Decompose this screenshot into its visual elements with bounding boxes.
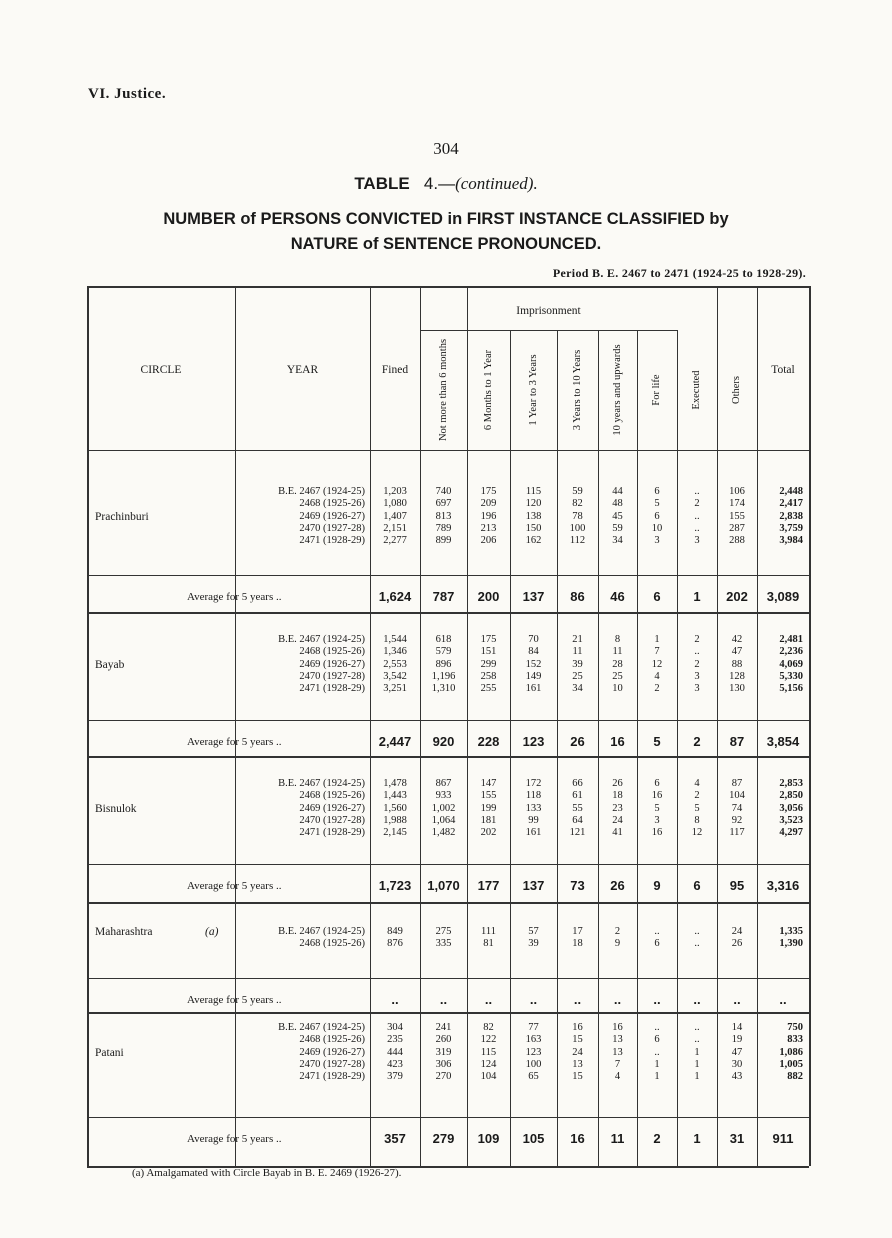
others-values: 14 19 47 30 43 (731, 1022, 743, 1083)
column-header-imp-3: 3 Years to 10 Years (571, 349, 583, 431)
average-value: 920 (432, 734, 455, 749)
column-header-total: Total (771, 364, 795, 376)
executed-values: 4 2 5 8 12 (691, 778, 703, 839)
executed-values: 2 .. 2 3 3 (694, 634, 700, 695)
column-rule (235, 286, 236, 1166)
average-value: 2 (693, 734, 701, 749)
imprisonment-values-1: 175 151 299 258 255 (480, 634, 497, 695)
average-rule-top (87, 864, 809, 865)
fined-values: 1,203 1,080 1,407 2,151 2,277 (383, 486, 407, 547)
column-header-imp-0: Not more than 6 months (437, 338, 449, 442)
year-list: B.E. 2467 (1924-25) 2468 (1925-26) 2469 (1926-27) 2470 (1927-28) 2471 (1928-29) (278, 1022, 365, 1083)
column-header-imp-1: 6 Months to 1 Year (482, 349, 494, 431)
header-rule (87, 450, 809, 451)
average-rule-top (87, 978, 809, 979)
circle-name: Bayab (95, 658, 125, 671)
group-rule (87, 756, 809, 758)
average-value: 11 (610, 1131, 625, 1146)
average-value: 357 (384, 1131, 406, 1146)
average-value: .. (779, 992, 787, 1007)
average-label: Average for 5 years .. (187, 880, 282, 892)
column-rule (809, 286, 811, 1166)
average-value: 9 (653, 878, 661, 893)
average-label: Average for 5 years .. (187, 736, 282, 748)
imprisonment-values-4: 16 13 13 7 4 (612, 1022, 623, 1083)
column-header-year: YEAR (286, 364, 319, 376)
others-values: 42 47 88 128 130 (729, 634, 745, 695)
year-list: B.E. 2467 (1924-25) 2468 (1925-26) 2469 (1926-27) 2470 (1927-28) 2471 (1928-29) (278, 778, 365, 839)
average-value: 3,316 (766, 878, 800, 893)
average-value: .. (693, 992, 701, 1007)
executed-values: .. .. 1 1 1 (694, 1022, 700, 1083)
heading-line-1: NUMBER of PERSONS CONVICTED in FIRST INSTANCE CLASSIFIED by (163, 210, 729, 228)
average-value: 105 (522, 1131, 545, 1146)
average-value: 95 (729, 878, 745, 893)
imprisonment-values-0: 740 697 813 789 899 (435, 486, 452, 547)
circle-name: Bisnulok (95, 802, 137, 815)
imprisonment-values-5: 1 7 12 4 2 (651, 634, 663, 695)
section-heading: VI. Justice. (88, 86, 167, 102)
average-value: 31 (729, 1131, 745, 1146)
average-value: 86 (570, 589, 585, 604)
average-value: 87 (729, 734, 745, 749)
average-value: .. (391, 992, 399, 1007)
average-value: .. (613, 992, 622, 1007)
heading-line-2: NATURE of SENTENCE PRONOUNCED. (290, 235, 602, 253)
average-rule-top (87, 575, 809, 576)
average-value: 1,723 (378, 878, 412, 893)
footnote: (a) Amalgamated with Circle Bayab in B. E. 2469 (1926-27). (132, 1167, 402, 1179)
column-header-circle: CIRCLE (140, 364, 182, 376)
column-header-fined: Fined (381, 364, 409, 376)
table-continued: (continued). (455, 174, 538, 193)
imprisonment-values-2: 70 84 152 149 161 (525, 634, 542, 695)
average-value: 137 (522, 878, 545, 893)
average-value: .. (653, 992, 661, 1007)
average-value: 1 (693, 1131, 701, 1146)
average-value: 911 (772, 1131, 794, 1146)
average-value: 123 (522, 734, 545, 749)
imprisonment-values-2: 172 118 133 99 161 (525, 778, 542, 839)
year-list: B.E. 2467 (1924-25) 2468 (1925-26) 2469 (1926-27) 2470 (1927-28) 2471 (1928-29) (278, 486, 365, 547)
circle-name: Patani (95, 1046, 124, 1059)
average-value: .. (733, 992, 741, 1007)
convictions-table (87, 286, 809, 1166)
imprisonment-values-2: 77 163 123 100 65 (525, 1022, 542, 1083)
page-number: 304 (433, 139, 459, 158)
column-header-imp-2: 1 Year to 3 Years (527, 354, 539, 426)
column-rule (87, 286, 89, 1166)
average-value: 228 (477, 734, 500, 749)
group-rule (87, 1012, 809, 1014)
average-value: .. (484, 992, 493, 1007)
average-value: 26 (570, 734, 585, 749)
imprisonment-values-1: 175 209 196 213 206 (480, 486, 497, 547)
fined-values: 1,544 1,346 2,553 3,542 3,251 (383, 634, 407, 695)
circle-name: Prachinburi (95, 510, 149, 523)
total-values: 2,853 2,850 3,056 3,523 4,297 (779, 778, 803, 839)
imprisonment-values-3: 16 15 24 13 15 (572, 1022, 583, 1083)
imprisonment-values-1: 82 122 115 124 104 (480, 1022, 497, 1083)
executed-values: .. .. (694, 926, 700, 950)
average-value: 787 (432, 589, 455, 604)
average-value: 6 (653, 589, 661, 604)
column-header-executed: Executed (691, 370, 702, 410)
others-values: 87 104 74 92 117 (729, 778, 745, 839)
table-label: TABLE (354, 174, 410, 193)
year-list: B.E. 2467 (1924-25) 2468 (1925-26) 2469 (1926-27) 2470 (1927-28) 2471 (1928-29) (278, 634, 365, 695)
table-top-rule (87, 286, 809, 288)
column-header-imprisonment: Imprisonment (516, 305, 581, 317)
average-rule-top (87, 1117, 809, 1118)
imprisonment-values-1: 147 155 199 181 202 (480, 778, 497, 839)
table-title (0, 174, 892, 194)
average-value: 3,854 (766, 734, 800, 749)
imprisonment-values-4: 8 11 28 25 10 (612, 634, 623, 695)
average-value: .. (529, 992, 538, 1007)
average-value: 202 (726, 589, 748, 604)
average-value: 5 (653, 734, 661, 749)
total-values: 2,448 2,417 2,838 3,759 3,984 (779, 486, 803, 547)
average-label: Average for 5 years .. (187, 1133, 282, 1145)
imprisonment-values-1: 111 81 (481, 926, 496, 950)
imprisonment-values-0: 618 579 896 1,196 1,310 (431, 634, 456, 695)
average-value: 46 (610, 589, 625, 604)
imprisonment-values-5: 6 16 5 3 16 (651, 778, 663, 839)
imprisonment-values-4: 44 48 45 59 34 (612, 486, 623, 547)
average-value: 137 (522, 589, 545, 604)
group-rule (87, 902, 809, 904)
executed-values: .. 2 .. .. 3 (694, 486, 700, 547)
others-values: 24 26 (731, 926, 743, 950)
imprisonment-values-3: 21 11 39 25 34 (572, 634, 583, 695)
average-value: .. (573, 992, 582, 1007)
fined-values: 1,478 1,443 1,560 1,988 2,145 (383, 778, 407, 839)
total-values: 750 833 1,086 1,005 882 (779, 1022, 803, 1083)
imprisonment-values-5: 6 5 6 10 3 (651, 486, 663, 547)
average-label: Average for 5 years .. (187, 994, 282, 1006)
total-values: 2,481 2,236 4,069 5,330 5,156 (779, 634, 803, 695)
average-value: 26 (610, 878, 625, 893)
column-header-imp-4: 10 years and upwards (611, 344, 623, 436)
imprisonment-values-5: .. 6 (654, 926, 660, 950)
average-value: 1,624 (378, 589, 412, 604)
column-header-others: Others (731, 376, 742, 404)
average-value: 279 (432, 1131, 455, 1146)
average-value: 177 (477, 878, 500, 893)
group-rule (87, 612, 809, 614)
year-list: B.E. 2467 (1924-25) 2468 (1925-26) (278, 926, 365, 950)
imprisonment-values-2: 57 39 (528, 926, 539, 950)
average-rule-top (87, 720, 809, 721)
imprisonment-values-0: 867 933 1,002 1,064 1,482 (431, 778, 456, 839)
imprisonment-values-0: 275 335 (435, 926, 452, 950)
footnote-mark: (a) (205, 926, 219, 938)
imprisonment-values-2: 115 120 138 150 162 (525, 486, 542, 547)
period-line: Period B. E. 2467 to 2471 (1924-25 to 1928-29). (552, 266, 806, 280)
average-value: 6 (693, 878, 701, 893)
imprisonment-values-3: 66 61 55 64 121 (569, 778, 586, 839)
others-values: 106 174 155 287 288 (729, 486, 745, 547)
imprisonment-values-4: 2 9 (614, 926, 621, 950)
imprisonment-rule (420, 330, 677, 331)
average-value: 109 (477, 1131, 500, 1146)
imprisonment-values-5: .. 6 .. 1 1 (654, 1022, 660, 1083)
average-value: 200 (477, 589, 500, 604)
circle-name: Maharashtra (95, 926, 153, 938)
average-value: 16 (610, 734, 625, 749)
fined-values: 304 235 444 423 379 (387, 1022, 403, 1083)
average-value: 2,447 (378, 734, 412, 749)
imprisonment-values-3: 17 18 (572, 926, 583, 950)
average-value: 73 (570, 878, 585, 893)
average-label: Average for 5 years .. (187, 591, 282, 603)
average-value: 2 (653, 1131, 661, 1146)
total-values: 1,335 1,390 (779, 926, 803, 950)
average-value: 1 (693, 589, 701, 604)
average-value: 3,089 (766, 589, 800, 604)
average-value: 1,070 (427, 878, 460, 893)
average-value: 16 (570, 1131, 585, 1146)
imprisonment-values-0: 241 260 319 306 270 (435, 1022, 452, 1083)
column-header-imp-5: For life (651, 374, 662, 406)
imprisonment-values-3: 59 82 78 100 112 (569, 486, 586, 547)
imprisonment-values-4: 26 18 23 24 41 (612, 778, 623, 839)
fined-values: 849 876 (387, 926, 403, 950)
table-number: 4.— (423, 174, 456, 193)
average-value: .. (439, 992, 448, 1007)
